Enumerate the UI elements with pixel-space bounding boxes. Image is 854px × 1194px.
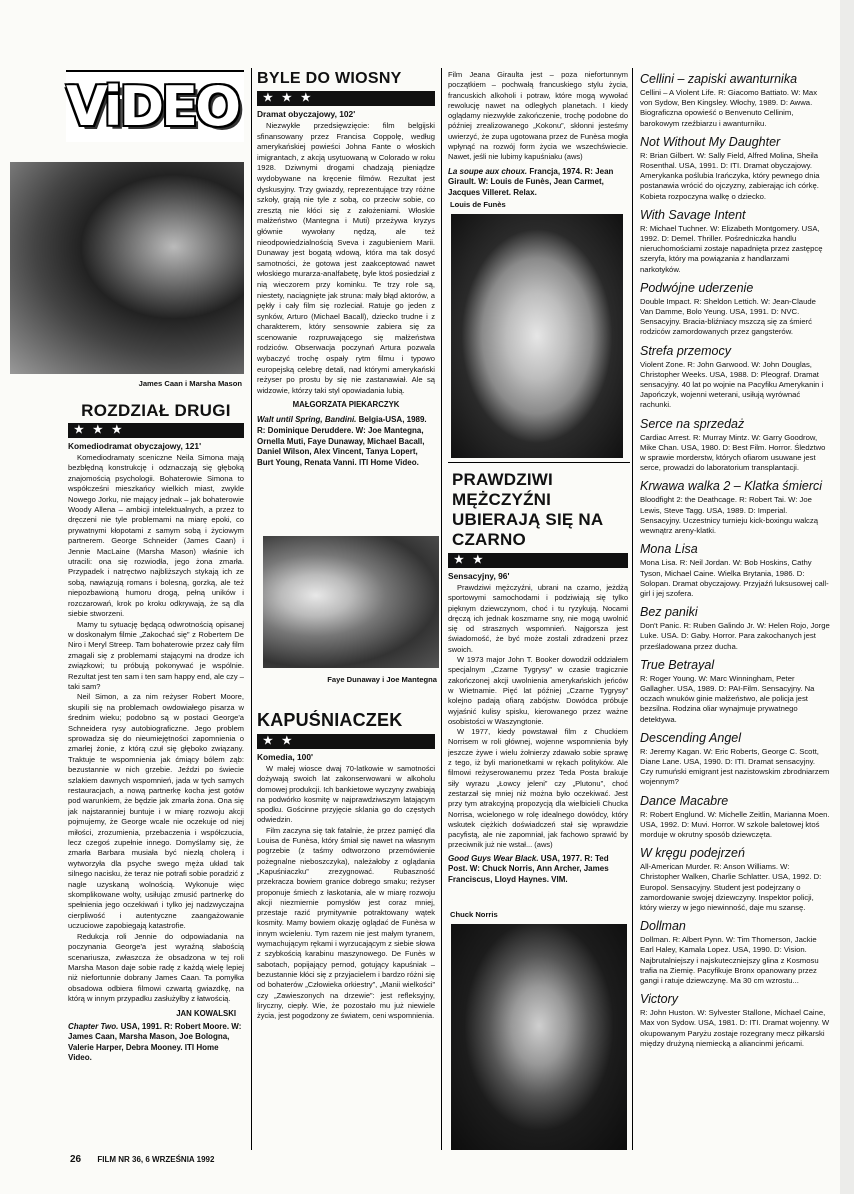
article-credits: Good Guys Wear Black. USA, 1977. R: Ted Post. W: Chuck Norris, Ann Archer, James Franciscus, Lloyd Haynes. VIM. — [448, 853, 609, 884]
rating-stars: ★ ★ — [257, 734, 435, 749]
article-genre: Dramat obyczajowy, 102' — [257, 109, 356, 119]
article-kapusniaczek — [257, 710, 435, 1150]
caption-dunaway-mantegna: Faye Dunaway i Joe Mantegna — [327, 675, 437, 684]
article-author: MAŁGORZATA PIEKARCZYK — [292, 400, 400, 410]
film-title: Strefa przemocy — [640, 343, 732, 358]
film-entry — [640, 72, 830, 129]
film-description: Double Impact. R: Sheldon Lettich. W: Jean-Claude Van Damme, Bolo Yeung. USA, 1991. D: NVC. Sensacyjny. Bracia-bliźniacy mszczą się za śmierć rodziców zamordowanych przez gangsterów. — [640, 296, 816, 337]
video-section-logo — [66, 70, 244, 142]
article-genre: Komediodramat obyczajowy, 121' — [68, 441, 202, 451]
film-description: R: Robert Englund. W: Michelle Zeitlin, Marianna Moen. USA, 1992. D: Muvi. Horror. W szkole baletowej ktoś morduje w okrutny sposób dziewczęta. — [640, 809, 830, 839]
film-entry — [640, 542, 830, 599]
film-title: Bez paniki — [640, 605, 698, 620]
film-description: R: Roger Young. W: Marc Winningham, Peter Gallagher. USA, 1989. D: PAI-Film. Sensacyjny. Na oczach wnuków ginie małżeństwo, ale policja jest bezsilna. Rodzina oliar wynajmuje prywatnego detektywa. — [640, 673, 815, 724]
film-title: Dollman — [640, 919, 686, 934]
film-description: All-American Murder. R: Anson Williams. W: Christopher Walken, Charlie Schlatter. USA, 1992. D: Europol. Sensacyjny. Student jest podejrzany o zamordowanie swojej dziewczyny. Inspektor policji, który wierzy w jego niewinność, daje mu szansę. — [640, 862, 822, 912]
film-description: Violent Zone. R: John Garwood. W: John Douglas, Christopher Weeks. USA, 1988. D: Pleograf. Dramat sensacyjny. 40 lat po wojnie na Pacyfiku Amerykanin i Japończyk, wojenni weterani, usiłują wyrównać rachunki. — [640, 359, 824, 410]
film-entry — [640, 658, 830, 725]
article-genre: Komedia, 100' — [257, 752, 313, 762]
page-footer — [70, 1154, 214, 1166]
film-description: Cellini – A Violent Life. R: Giacomo Battiato. W: Max von Sydow, Ben Kingsley. Włochy, 1989. D: Awwa. Biograficzna opowieść o Benvenuto Cellinim, barokowym rzeźbiarzu i awanturniku. — [640, 88, 818, 128]
film-list — [640, 72, 830, 1152]
column-rule — [251, 68, 252, 1150]
film-entry — [640, 605, 830, 652]
film-entry — [640, 135, 830, 202]
caption-norris: Chuck Norris — [450, 910, 498, 919]
film-description: R: Jeremy Kagan. W: Eric Roberts, George C. Scott, Diane Lane. USA, 1990. D: ITI. Dramat sensacyjny. Czy rumuński emigrant jest nazistowskim zbrodniarzem wojennym? — [640, 746, 830, 787]
film-entry — [640, 417, 830, 474]
column-rule — [632, 68, 633, 1150]
film-title: Dance Macabre — [640, 793, 729, 808]
film-title: Descending Angel — [640, 730, 741, 745]
film-description: Mona Lisa. R: Neil Jordan. W: Bob Hoskins, Cathy Tyson, Michael Caine. Wielka Brytania, 1986. D: Solopan. Dramat obyczajowy. Przyjaźń luksusowej call-girl i jej szofera. — [640, 558, 829, 598]
adjacent-page-edge — [840, 0, 854, 1194]
film-title: With Savage Intent — [640, 207, 746, 222]
film-entry — [640, 479, 830, 536]
article-body: Film Jeana Giraulta jest – poza niefortunnym początkiem – pochwałą francuskiego stylu życia, francuskich alkoholi i potraw, które mogą wywołać rewolucję nawet na odległych planetach. I kiedy oglądamy niezwykłe zakończenie, trochę podobne do później zrealizowanego „Kokonu”, skłonni jesteśmy uwierzyć, że zupa ugotowana przez de Funèsa mogła wpłynąć na rozwój form życia we wszechświecie. Nawet, jeśli nie lubimy kapuśniaku (aws) — [448, 70, 628, 162]
film-title: Podwójne uderzenie — [640, 280, 754, 295]
caption-de-funes: Louis de Funès — [450, 200, 506, 209]
rating-stars: ★ ★ ★ — [68, 423, 244, 438]
photo-de-funes — [451, 214, 623, 458]
film-description: Bloodfight 2: the Deathcage. R: Robert Tai. W: Joe Lewis, Steve Tagg. USA, 1989. D: Imperial. Sensacyjny. Uczestnicy turnieju kick-boxingu walczą wewnątrz areny-klatki. — [640, 495, 819, 536]
page-number: 26 — [70, 1154, 82, 1165]
photo-dunaway-mantegna — [263, 536, 439, 668]
article-body: Prawdziwi mężczyźni, ubrani na czarno, jeżdżą sportowymi samochodami i podziwiają się tylko pięknym dziewczynom, choć i tu ryzykują. Nocami dręczą ich jednak koszmarne sny, nie mogą uwolnić się od strasznych wspomnień. Najgorsza jest świadomość, że być może zostali zdradzeni przez swoich. W 1973 major John T. Booker dowodził oddziałem specjalnym „Czarne Tygrysy” w czasie tragicznie zakończonej akcji uwolnienia amerykańskich jeńców w Wietnamie. Pięć lat później „Czarne Tygrysy” kolejno padają ofiarą zabójstw. Dowódca próbuje wyjaśnić kulisy spisku, kierowanego przez ważne osobistości w Waszyngtonie. W 1977, kiedy powstawał film z Chuckiem Norrisem w roli głównej, wojenne wspomnienia były jeszcze żywe i wielu żołnierzy zdawało sobie sprawę z tego, iż byli marionetkami w rękach polityków. Ale filmowi reżyserowanemu przez Teda Posta brakuje siły wyrazu „Łowcy jeleni” czy „Plutonu”, choć zestarzał się mniej niż można było oczekiwać. Jest przy tym atrakcyjną propozycją dla wielbicieli Chucka Norrisa, wcielonego w rolę idealnego dowódcy, który wskutek ciężkich doświadczeń stał się wprawdzie pacyfistą, ale nie zapomniał, jak fachowo sprawić by przeciwnik już nie wstał... (aws) — [448, 583, 628, 850]
film-entry — [640, 281, 830, 338]
film-title: Not Without My Daughter — [640, 134, 781, 149]
article-title: BYLE DO WIOSNY — [257, 70, 402, 87]
caption-caan-mason: James Caan i Marsha Mason — [138, 379, 242, 388]
article-body: Niezwykłe przedsięwzięcie: film belgijski sfinansowany przez Francisa Coppolę, według amerykańskiej powieści Johna Fante o włoskich imigrantach, z akcją usytuowaną w Colorado w roku 1928. Dziwnymi drogami chadzają pieniądze wydobywane na kręcenie filmów. Rezultat jest dyskusyjny. Trzy gwiazdy, reprezentujące trzy różne szkoły, grają nie tyle z sobą, co przeciw sobie, co zresztą nie kłóci się z założeniami. Włoskie małżeństwo (Mantegna i Muti) przeżywa kryzys głównie wywołany nędzą, ale też nieodpowiedzialnością Sveva i zagubieniem Marii. Dunaway jest bogatą wdową, która ma tak dosyć samotności, że gotowa jest zaakceptować nawet włoskiego murarza-analfabetę, byle ktoś posiedział z nią wieczorem przy kominku. Te trzy role są, niestety, naciągnięte jak struna: mały błąd aktorów, a pękły i cały film się rozleciał. Ratuje go jeden z synków, Arturo (Michael Bacall), dziecko trudne i z charakterem, który sensownie zabiera się za scenowanie rozpruwającego się małżeństwa rodziców. Obserwacja poczynań Artura pozwala wybaczyć trochę ospały rytm filmu i typowo europejską celebrę detali, nad którymi amerykański reżyser po prostu by się nie zastanawiał. Ale są widzowie, którzy taki styl opowiadania lubią. — [257, 121, 435, 395]
film-title: Victory — [640, 992, 678, 1007]
film-entry — [640, 846, 830, 913]
film-title: True Betrayal — [640, 657, 715, 672]
article-rozdzial-drugi — [68, 402, 244, 1150]
film-entry — [640, 208, 830, 275]
rating-stars: ★ ★ — [448, 553, 628, 568]
film-title: Cellini – zapiski awanturnika — [640, 72, 798, 86]
film-description: Dollman. R: Albert Pynn. W: Tim Thomerson, Jackie Earl Haley, Kamala Lopez. USA, 1990. D: Vision. Najbrutalniejszy i najskuteczniejszy glina z Kosmosu trafia na Ziemię. Pacyfikuje Bronx opanowany przez gangi i ratuje dziewczynę. Ma 30 cm wzrostu... — [640, 935, 819, 985]
film-description: R: Michael Tuchner. W: Elizabeth Montgomery. USA, 1992. D: Demel. Thriller. Pośredniczka handlu nieruchomościami zostaje napadnięta przez zastępcę szeryfa, który ma powiązania z handlarzami narkotyków. — [640, 223, 823, 274]
article-title: KAPUŚNIACZEK — [257, 710, 403, 730]
issue-info: FILM NR 36, 6 WRZEŚNIA 1992 — [97, 1155, 215, 1164]
article-genre: Sensacyjny, 96' — [448, 571, 510, 581]
article-body: W małej wiosce dwaj 70-latkowie w samotności dożywają swoich lat zakonserwowani w alkoholu domowej produkcji. Ich bankietowe wyczyny zwabiają na podwórko kosmitę w najprawdziwszym latającym spodku. Gościnne przyjęcie sklania go do częstych odwiedzin. Film zaczyna się tak fatalnie, że przez pamięć dla Louisa de Funèsa, który śmiał się nawet na własnym pogrzebie (z taśmy odtworzono przemówienie pożegnalne nieboszczyka), należałoby z oglądania „Kapuśniaczku” zrezygnować. Rubaszność przekracza bowiem granice dobrego smaku; reżyser proponuje śmiech z łaskotania, ale w miarę rozwoju akcji niezmiernie pomysłów jest coraz mniej, przestaje razić prymitywnie potraktowany wątek kosmity. Mamy bowiem okazję oglądać de Funèsa w innym wcieleniu. Tym razem nie jest małym tyranem, wymachującym rękami i wyrzucającym z siebie słowa z szybkością karabinu maszynowego. De Funès w sabotach, popijający pernod, gotujący kapuśniak – bezustannie kłóci się z przyjacielem i bardzo różni się od bohaterów „Człowieka orkiestry”, „Manii wielkości” czy „Zawieszonych na drzewie”: jest refleksyjny, liryczny, ciepły. Wie, że pozostało mu już niewiele życia, jest pogodzony ze światem, ceni wspomnienia. — [257, 764, 435, 1021]
article-author: JAN KOWALSKI — [176, 1008, 236, 1018]
film-entry — [640, 794, 830, 841]
article-title: PRAWDZIWI MĘŻCZYŹNI UBIERAJĄ SIĘ NA CZARNO — [452, 470, 603, 549]
film-entry — [640, 919, 830, 986]
film-description: Cardiac Arrest. R: Murray Mintz. W: Garry Goodrow, Mike Chan. USA, 1980. D: Best Film. Horror. Śledztwo w sprawie morderstw, których ofiarom usuwane jest serce, prowadzi do laboratorium transplantacji. — [640, 432, 826, 473]
film-entry — [640, 992, 830, 1049]
photo-caan-mason — [10, 162, 244, 374]
film-entry — [640, 344, 830, 411]
film-description: R: John Huston. W: Sylvester Stallone, Michael Caine, Max von Sydow. USA, 1981. D: ITI. Dramat wojenny. W okupowanym Paryżu zostaje rozegrany mecz piłkarski między drużyną niemiecką a aliancinmi jeńcami. — [640, 1008, 830, 1048]
article-title: ROZDZIAŁ DRUGI — [81, 402, 231, 420]
article-credits: La soupe aux choux. Francja, 1974. R: Jean Girault. W: Louis de Funès, Jean Carmet, Jacques Villeret. Relax. — [448, 166, 614, 197]
rating-stars: ★ ★ ★ — [257, 91, 435, 106]
photo-norris — [451, 924, 627, 1150]
article-byle-do-wiosny — [257, 70, 435, 530]
section-rule — [448, 462, 630, 463]
film-title: Serce na sprzedaż — [640, 416, 745, 431]
video-logo-text: ViDEO — [66, 75, 238, 138]
article-credits: Chapter Two. USA, 1991. R: Robert Moore. W: James Caan, Marsha Mason, Joe Bologna, Valerie Harper, Debra Mooney. ITI Home Video. — [68, 1021, 242, 1063]
article-credits: Walt until Spring, Bandini. Belgia-USA, 1989. R: Dominique Deruddere. W: Joe Mantegna, Ornella Muti, Faye Dunaway, Michael Bacall, Daniel Wilson, Alex Vincent, Tanya Lopert, Burt Young, Renata Vanni. ITI Home Video. — [257, 415, 427, 467]
film-description: Don't Panic. R: Ruben Galindo Jr. W: Helen Rojo, Jorge Luke. USA. D: Gaby. Horror. Para zakochanych jest prześladowana przez ducha. — [640, 621, 830, 651]
film-title: W kręgu podejrzeń — [640, 846, 745, 861]
article-kapusniaczek-continued — [448, 70, 628, 200]
film-title: Krwawa walka 2 – Klatka śmierci — [640, 479, 823, 494]
film-description: R: Brian Gilbert. W: Sally Field, Alfred Molina, Sheila Rosenthal. USA, 1991. D: ITI. Dramat obyczajowy. Amerykanka poślubia Irańczyka, który pewnego dnia postanawia wrócić do ojczyzny, zabierając ich córkę. Kobieta rozpoczyna walkę o dziecko. — [640, 150, 820, 201]
article-prawdziwi-mezczyzni — [448, 470, 628, 906]
column-rule — [441, 68, 442, 1150]
film-title: Mona Lisa — [640, 542, 698, 557]
article-body: Komediodramaty sceniczne Neila Simona mają bezbłędną konstrukcję i odznaczają się głęboką znajomością psychologii. Bohaterowie Simona to współcześni mieszkańcy wielkich miast, zwykle Nowego Jorku, nie mający jednak – jak bohaterowie Woody Allena – ambicji intelektualnych, a przez to dręczeni nie tyle problemami na miarę epoki, co prywatnymi kłopotami z samym sobą i życiowym partnerem. George Schneider (James Caan) i Jennie MacLaine (Marsha Mason) właśnie ich utracili: ona się rozwiodła, jego żona zmarła. Przypadek i natręctwo najbliższych stykają ich ze sobą, nawiązują romans i bolesną, gorzką, ale też niepozbawioną humoru drogą, pełną uników i rozczarowań, krok po kroku odkrywają, że są dla siebie stworzeni. Mamy tu sytuację będącą odwrotnością opisanej w doskonałym filmie „Zakochać się” z Robertem De Niro i Meryl Streep. Tam bohaterowie przez cały film zmagali się z problemami stającymi na drodze ich związkowi; tu próbują pokonywać je wspólnie. Rezultat jest ten sam i ten sam happy end, ale czy – taki sam? Neil Simon, a za nim reżyser Robert Moore, skupili się na problemach owdowiałego pisarza w średnim wieku; podobno są w postaci George'a Schneidera rysy autobiograficzne. Jego problem sprowadza się do nieumiejętności zapomnienia o zmarłej żonie, z którą czuł się głęboko związany. Traktuje te wspomnienia jak ćmiący bólem ząb: bezustannie w nich grzebie. Jeździ po świecie szlakiem dawnych wspomnień, jada w tych samych restauracjach, a nową partnerkę kocha jest gotów pod warunkiem, że będzie jak zmarła żona. Ona się jak najstaranniej buntuje i w miarę rozwoju akcji pojmujemy, że George wcale nie oczekuje od niej miłości, zrozumienia, przebaczenia i współczucia, lecz czegoś zupełnie innego. Domyślamy się, że zmarła Barbara musiała być niezłą cholerą i wytworzyła dla psyche swego męża układ tak silnego nacisku, że teraz nie potrafi sobie poradzić z nagle uzyskaną wolnością. Wykonuje więc skomplikowane wolty, usiłując zmusić partnerkę do spełnienia jego oczekiwań i tylko jej nadzwyczajna cierpliwość i autentyczne zaangażowanie uczuciowe zapobiegają katastrofie. Redukcja roli Jennie do odpowiadania na poczynania George'a jest wyraźną słabością scenariusza, zwłaszcza że obsadzona w tej roli Marsha Mason daje sobie radę z każdą wielę lepiej niż niefortunnie dobrany James Caan. Ta pomyłka obsadowa odbiera filmowi czwartą gwiazdkę, na którą w innym przypadku zasłużyłby z łatwością. — [68, 453, 244, 1004]
film-entry — [640, 731, 830, 788]
